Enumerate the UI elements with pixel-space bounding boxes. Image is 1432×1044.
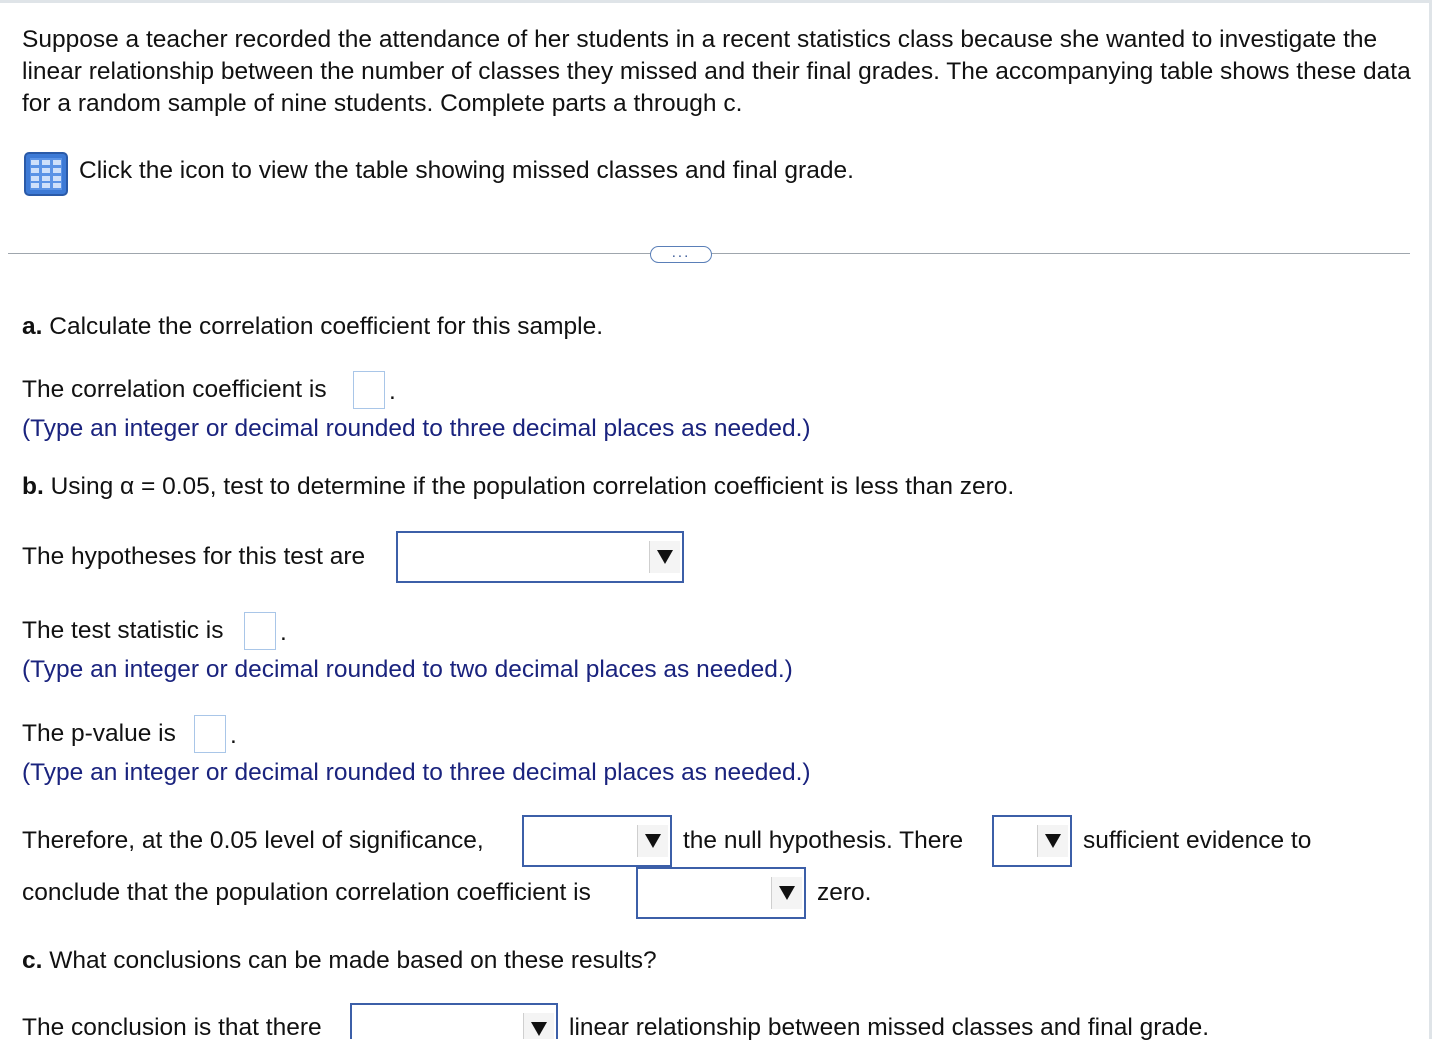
comparison-dropdown[interactable] xyxy=(636,867,806,919)
part-c-prompt xyxy=(22,945,657,977)
hypotheses-dropdown[interactable] xyxy=(396,531,684,583)
pvalue-label: The p-value is xyxy=(22,720,176,747)
pvalue-input[interactable] xyxy=(194,715,226,753)
evidence-dropdown[interactable] xyxy=(992,815,1072,867)
part-c-conclusion-label: The conclusion is that there xyxy=(22,1014,322,1041)
reject-decision-dropdown[interactable] xyxy=(522,815,672,867)
part-b-text: Using α = 0.05, test to determine if the population correlation coefficient is less than zero. xyxy=(50,473,1015,500)
conclusion-text-1: Therefore, at the 0.05 level of significance, xyxy=(22,827,484,854)
relationship-dropdown[interactable] xyxy=(350,1003,558,1039)
test-stat-hint: (Type an integer or decimal rounded to two decimal places as needed.) xyxy=(22,656,793,683)
relationship-chevron-down-icon[interactable] xyxy=(523,1013,554,1039)
conclusion-text-2: the null hypothesis. There xyxy=(683,827,964,854)
part-a-label: a. xyxy=(22,313,43,340)
hypotheses-chevron-down-icon[interactable] xyxy=(649,541,680,573)
comparison-chevron-down-icon[interactable] xyxy=(771,877,802,909)
conclusion-text-4: conclude that the population correlation coefficient is xyxy=(22,879,591,906)
correlation-hint: (Type an integer or decimal rounded to three decimal places as needed.) xyxy=(22,415,811,442)
hypotheses-label: The hypotheses for this test are xyxy=(22,543,366,570)
expand-more-button[interactable]: ... xyxy=(650,246,712,263)
part-c-conclusion-suffix: linear relationship between missed classes and final grade. xyxy=(569,1014,1210,1041)
test-stat-label: The test statistic is xyxy=(22,617,224,644)
part-b-label: b. xyxy=(22,473,44,500)
part-c-text: What conclusions can be made based on these results? xyxy=(49,947,657,974)
conclusion-text-3: sufficient evidence to xyxy=(1083,827,1312,854)
reject-chevron-down-icon[interactable] xyxy=(637,825,668,857)
table-link-text[interactable]: Click the icon to view the table showing missed classes and final grade. xyxy=(79,157,854,184)
test-stat-suffix: . xyxy=(280,619,287,646)
table-icon[interactable] xyxy=(24,152,68,196)
frame-top-border xyxy=(0,0,1432,3)
part-a-text: Calculate the correlation coefficient for this sample. xyxy=(49,313,604,340)
part-a-prompt xyxy=(22,311,603,343)
correlation-suffix: . xyxy=(389,378,396,405)
test-stat-input[interactable] xyxy=(244,612,276,650)
correlation-input[interactable] xyxy=(353,371,385,409)
part-c-label: c. xyxy=(22,947,43,974)
pvalue-hint: (Type an integer or decimal rounded to three decimal places as needed.) xyxy=(22,759,811,786)
conclusion-text-5: zero. xyxy=(817,879,872,906)
part-b-prompt xyxy=(22,471,1014,503)
pvalue-suffix: . xyxy=(230,722,237,749)
correlation-label: The correlation coefficient is xyxy=(22,376,327,403)
evidence-chevron-down-icon[interactable] xyxy=(1037,825,1068,857)
question-intro: Suppose a teacher recorded the attendance of her students in a recent statistics class because she wanted to investigate the linear relationship between the number of classes they missed and their final grades. The accompanying table shows these data for a random sample of nine students. Complete parts a through c. xyxy=(22,26,1411,117)
